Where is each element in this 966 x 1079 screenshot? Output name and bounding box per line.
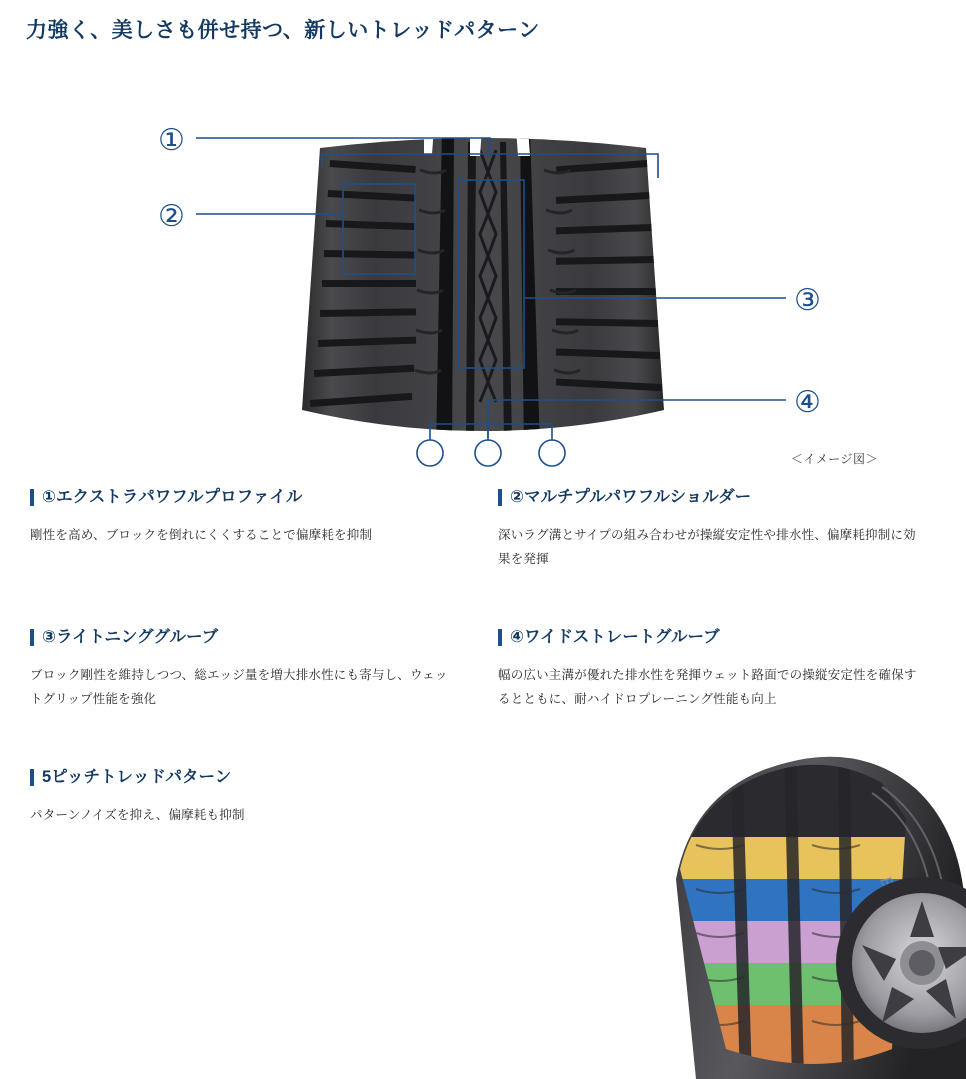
tire-tread-illustration bbox=[302, 128, 664, 450]
callout-number-2: ② bbox=[158, 200, 185, 233]
feature-title-5: 5ピッチトレッドパターン bbox=[30, 767, 460, 788]
image-note: ＜イメージ図＞ bbox=[790, 452, 878, 466]
feature-item-4 bbox=[498, 627, 928, 711]
page-title: 力強く、美しさも併せ持つ、新しいトレッドパターン bbox=[26, 19, 540, 42]
feature-body-3: ブロック剛性を維持しつつ、総エッジ量を増大排水性にも寄与し、ウェットグリップ性能を強化 bbox=[30, 668, 448, 706]
feature-body-1: 剛性を高め、ブロックを倒れにくくすることで偏摩耗を抑制 bbox=[30, 528, 373, 543]
feature-body-4: 幅の広い主溝が優れた排水性を発揮ウェット路面での操縦安定性を確保するとともに、耐ハイドロプレーニング性能も向上 bbox=[498, 668, 917, 706]
feature-item-3 bbox=[30, 627, 460, 711]
feature-body-2: 深いラグ溝とサイプの組み合わせが操縦安定性や排水性、偏摩耗抑制に効果を発揮 bbox=[498, 528, 916, 566]
feature-item-2 bbox=[498, 487, 928, 571]
callout-number-1: ① bbox=[158, 124, 185, 157]
pitch-pattern-tire-photo bbox=[666, 749, 966, 1079]
feature-title-3: ③ライトニンググルーブ bbox=[30, 627, 460, 648]
feature-title-1: ①エクストラパワフルプロファイル bbox=[30, 487, 460, 508]
callout-number-4: ④ bbox=[794, 386, 821, 419]
feature-title-2: ②マルチプルパワフルショルダー bbox=[498, 487, 928, 508]
feature-item-5 bbox=[30, 767, 460, 828]
feature-item-1 bbox=[30, 487, 460, 548]
callout-number-3: ③ bbox=[794, 284, 821, 317]
feature-body-5: パターンノイズを抑え、偏摩耗も抑制 bbox=[30, 808, 245, 823]
feature-title-4: ④ワイドストレートグルーブ bbox=[498, 627, 928, 648]
tread-pattern-diagram bbox=[0, 50, 966, 470]
